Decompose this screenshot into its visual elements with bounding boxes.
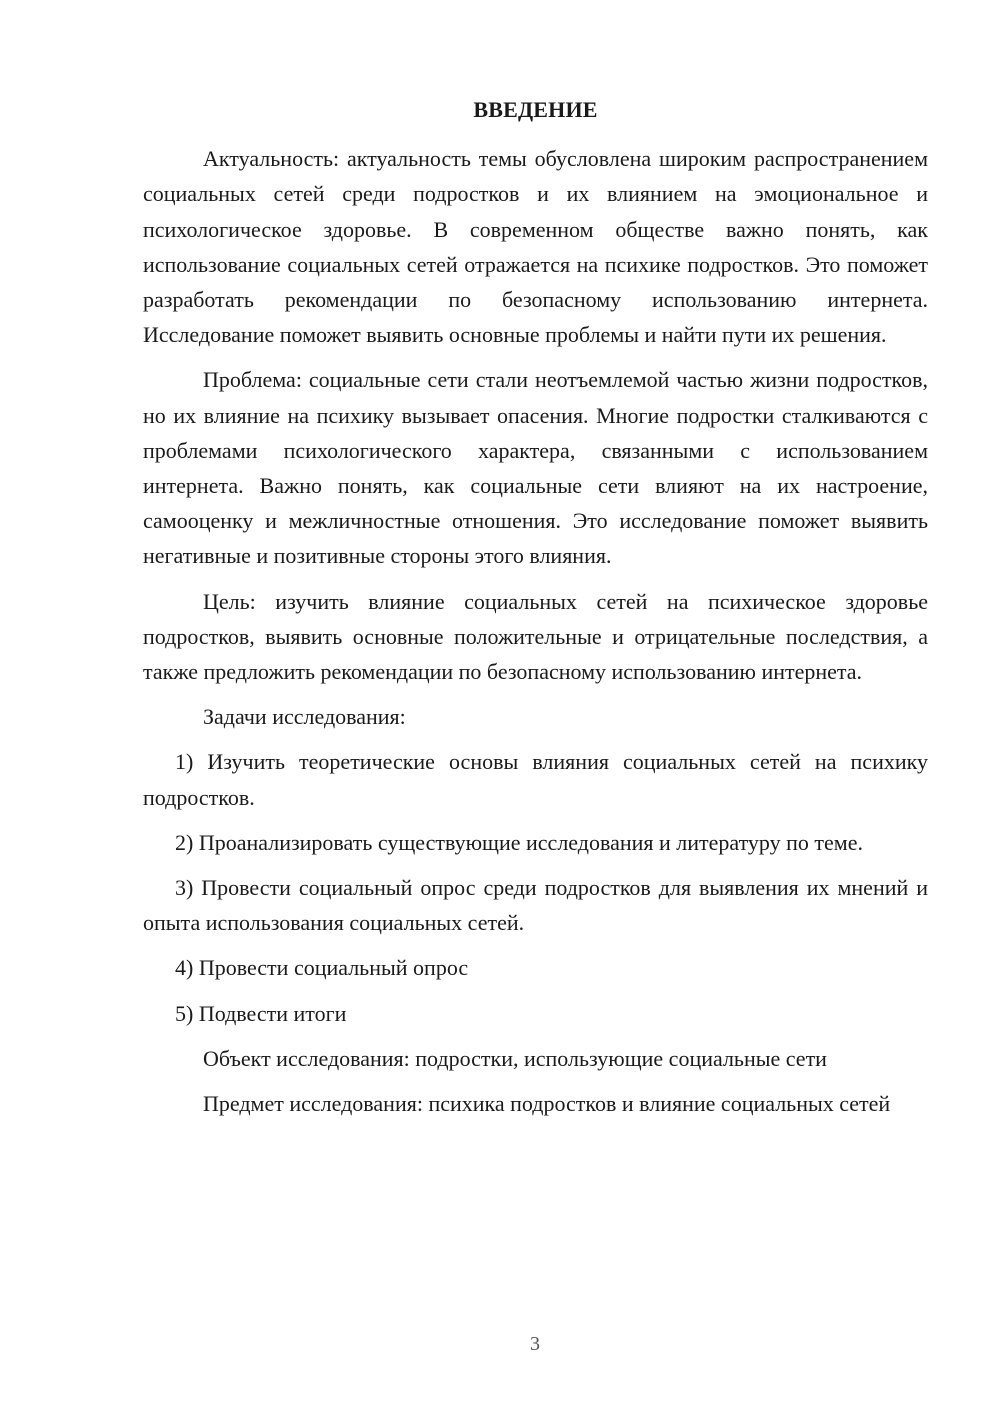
task-item-2: 2) Проанализировать существующие исследования и литературу по теме. — [175, 829, 863, 855]
task-item-1: 1) Изучить теоретические основы влияния социальных сетей на психику подростков. — [143, 749, 928, 810]
paragraph-object: Объект исследования: подростки, использующие социальные сети — [203, 1045, 827, 1071]
document-page — [143, 92, 928, 1121]
paragraph-goal: Цель: изучить влияние социальных сетей на психическое здоровье подростков, выявить основные положительные и отрицательные последствия, а также предложить рекомендации по безопасному использованию интернета. — [143, 588, 928, 685]
paragraph-subject: Предмет исследования: психика подростков и влияние социальных сетей — [203, 1091, 891, 1117]
page-title: ВВЕДЕНИЕ — [473, 97, 598, 122]
tasks-heading: Задачи исследования: — [203, 704, 406, 730]
page-number: 3 — [530, 1333, 540, 1355]
paragraph-problem: Проблема: социальные сети стали неотъемлемой частью жизни подростков, но их влияние на психику вызывает опасения. Многие подростки сталкиваются с проблемами психологического характера, связанными с использованием интернета. Важно понять, как социальные сети влияют на их настроение, самооценку и межличностные отношения. Это исследование поможет выявить негативные и позитивные стороны этого влияния. — [143, 367, 928, 569]
task-item-3: 3) Провести социальный опрос среди подростков для выявления их мнений и опыта использования социальных сетей. — [143, 875, 928, 936]
paragraph-relevance: Актуальность: актуальность темы обусловлена широким распространением социальных сетей среди подростков и их влиянием на эмоциональное и психологическое здоровье. В современном обществе важно понять, как использование социальных сетей отражается на психике подростков. Это поможет разработать рекомендации по безопасному использованию интернета. Исследование поможет выявить основные проблемы и найти пути их решения. — [143, 146, 928, 348]
task-item-5: 5) Подвести итоги — [175, 1000, 347, 1026]
task-item-4: 4) Провести социальный опрос — [175, 955, 469, 981]
